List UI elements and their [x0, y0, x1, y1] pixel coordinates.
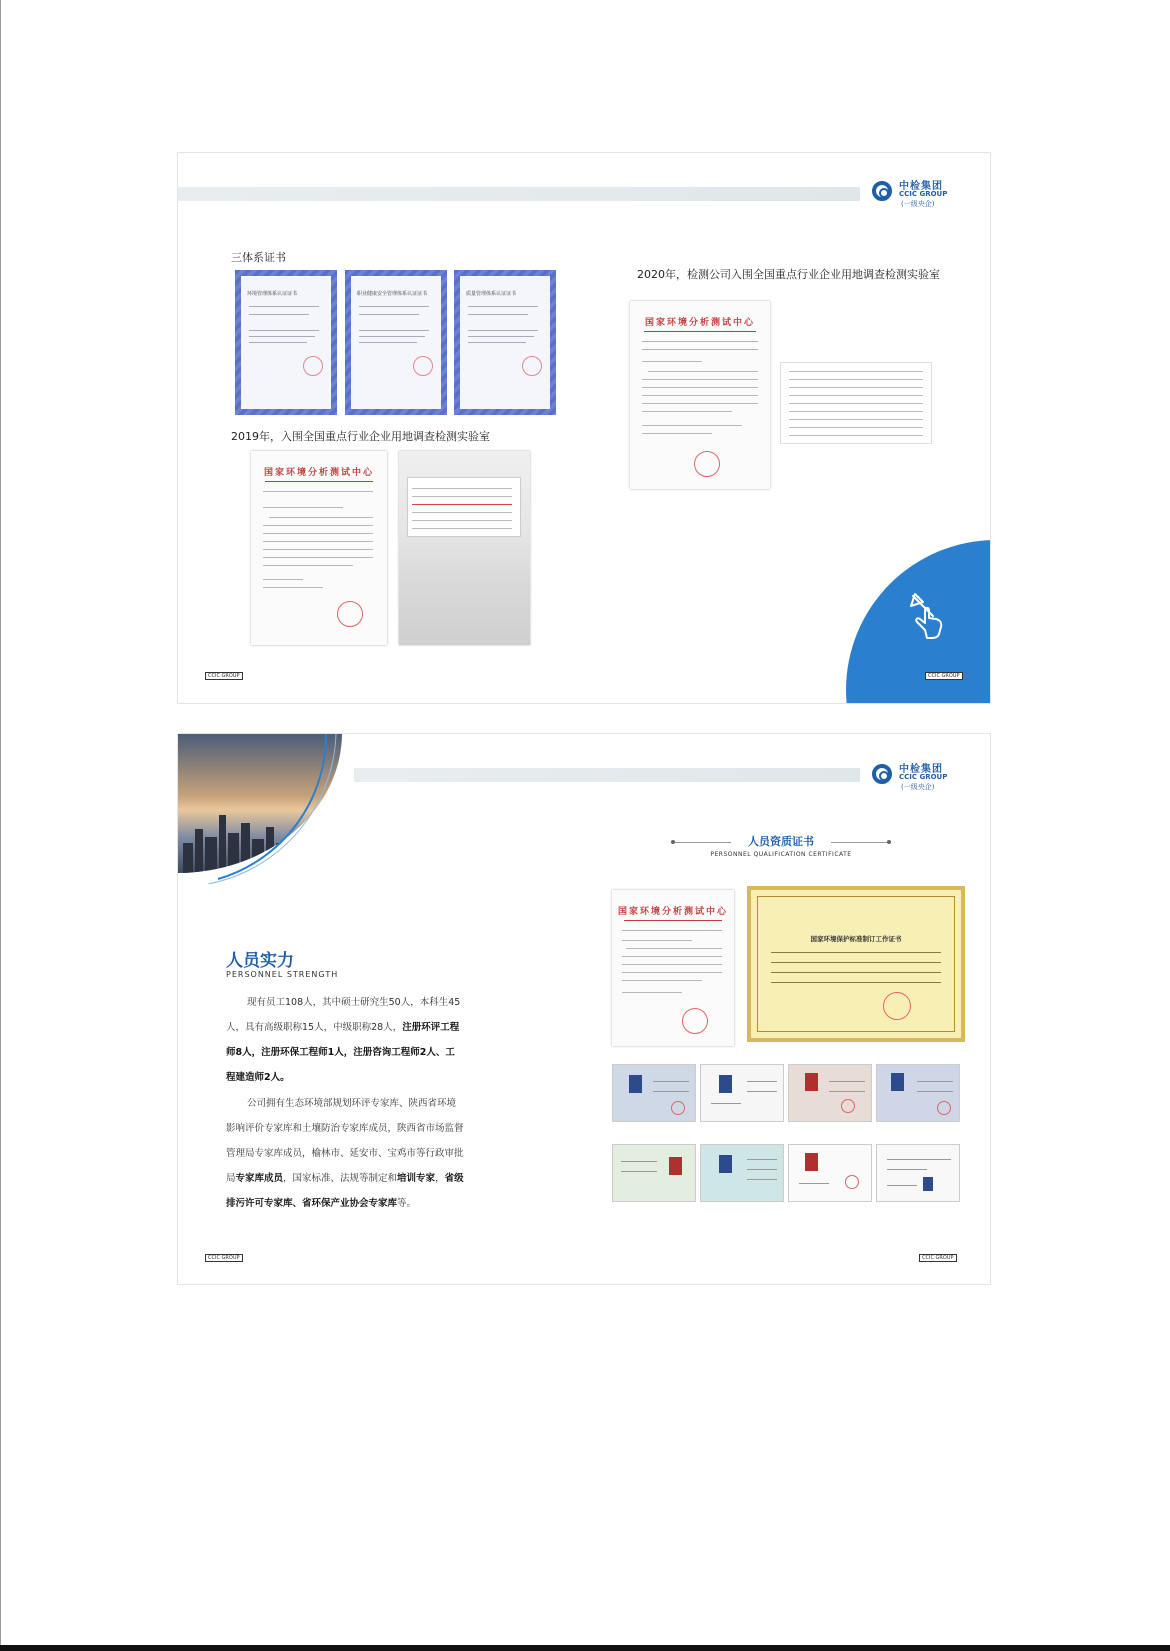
footer-brand-right: CCIC GROUP [919, 1254, 957, 1262]
page-subtitle: PERSONNEL STRENGTH [226, 970, 339, 979]
qualification-card-3 [788, 1064, 872, 1122]
certificate-title: 国家环境保护标准制订工作证书 [810, 935, 902, 943]
cert-title: 职业健康安全管理体系认证证书 [357, 291, 428, 297]
stamp-icon [694, 451, 720, 477]
arc-decoration [178, 734, 358, 884]
stamp-icon [937, 1101, 951, 1115]
doc-header: 国家环境分析测试中心 [263, 468, 374, 478]
seal-icon [413, 356, 433, 376]
stamp-icon [845, 1175, 859, 1189]
qualification-subtitle: PERSONNEL QUALIFICATION CERTIFICATE [710, 851, 852, 858]
qualification-card-8 [876, 1144, 960, 1202]
safety-cert [345, 270, 447, 415]
personnel-page [177, 733, 991, 1285]
quality-cert [454, 270, 556, 415]
cert-title: 环境管理体系认证证书 [247, 291, 298, 297]
personnel-notice-doc [612, 890, 734, 1046]
qualification-card-2 [700, 1064, 784, 1122]
environment-cert [235, 270, 337, 415]
footer-brand-right: CCIC GROUP [925, 672, 963, 680]
2019-list-photo [399, 451, 530, 645]
logo-sub: (一级央企) [901, 783, 935, 791]
qualification-card-6 [700, 1144, 784, 1202]
ccic-logo-icon [872, 764, 892, 784]
expert-paragraph: 公司拥有生态环境部规划环评专家库、陕西省环境影响评价专家库和土壤防治专家库成员，陕西省市场监督管理局专家库成员，榆林市、延安市、宝鸡市等行政审批局专家库成员，国家标准、法规等制定和培训专家，省级排污许可专家库、省环保产业协会专家库等。 [226, 1098, 464, 1209]
year2020-title: 2020年，检测公司入围全国重点行业企业用地调查检测实验室 [637, 268, 940, 281]
stamp-icon [671, 1101, 685, 1115]
logo-sub: (一级央企) [901, 200, 935, 208]
doc-header: 国家环境分析测试中心 [617, 907, 728, 917]
seal-icon [303, 356, 323, 376]
three-systems-title: 三体系证书 [231, 251, 286, 264]
page-title: 人员实力 [226, 951, 294, 971]
ccic-logo-icon [872, 181, 892, 201]
certificates-page [177, 152, 991, 704]
logo-cn: 中检集团 [899, 181, 943, 192]
footer-brand-left: CCIC GROUP [205, 672, 243, 680]
standard-work-certificate [747, 886, 965, 1042]
header-bar [178, 187, 860, 201]
logo-en: CCIC GROUP [899, 190, 948, 198]
footer-brand-left: CCIC GROUP [205, 1254, 243, 1262]
ccic-logo [872, 760, 962, 796]
hand-touch-icon [903, 590, 955, 642]
ccic-logo [872, 177, 962, 213]
title-rule-left [671, 842, 731, 843]
logo-cn: 中检集团 [899, 764, 943, 775]
stamp-icon [337, 601, 363, 627]
logo-en: CCIC GROUP [899, 773, 948, 781]
qualification-card-1 [612, 1064, 696, 1122]
doc-header: 国家环境分析测试中心 [644, 318, 755, 328]
qualification-card-7 [788, 1144, 872, 1202]
seal-icon [522, 356, 542, 376]
cert-title: 质量管理体系认证证书 [466, 291, 517, 297]
stamp-icon [841, 1099, 855, 1113]
stamp-icon [682, 1008, 708, 1034]
qualification-card-4 [876, 1064, 960, 1122]
2020-notice-doc [630, 301, 770, 489]
staff-paragraph: 现有员工108人，其中硕士研究生50人，本科生45人，具有高级职称15人，中级职称28人，注册环评工程师8人，注册环保工程师1人，注册咨询工程师2人、工程建造师2人。 [226, 997, 461, 1083]
year2019-title: 2019年，入围全国重点行业企业用地调查检测实验室 [231, 430, 490, 443]
title-rule-right [831, 842, 891, 843]
2019-notice-doc [251, 451, 387, 645]
bottom-edge [0, 1645, 1170, 1651]
header-bar [354, 768, 860, 782]
2020-list-table [780, 362, 932, 444]
qualification-title: 人员资质证书 [748, 835, 814, 848]
seal-icon [883, 992, 911, 1020]
qualification-card-5 [612, 1144, 696, 1202]
